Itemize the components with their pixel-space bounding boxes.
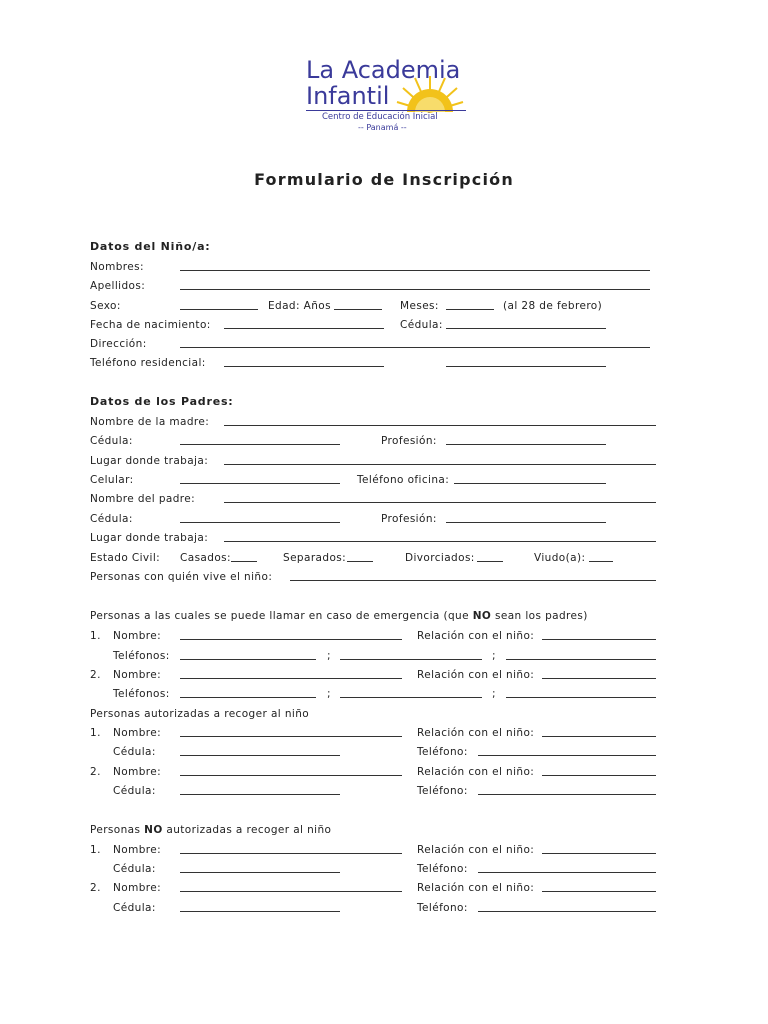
not-authorized-2-field-telefono[interactable]	[478, 911, 656, 912]
field-meses[interactable]	[446, 309, 494, 310]
field-cedula-padre[interactable]	[180, 522, 340, 523]
emergency-1-label-telefonos: Teléfonos:	[113, 650, 170, 662]
field-tel-oficina[interactable]	[454, 483, 606, 484]
not-authorized-2-label-relacion: Relación con el niño:	[417, 882, 535, 894]
field-vive[interactable]	[290, 580, 656, 581]
not-authorized-2-field-cedula[interactable]	[180, 911, 340, 912]
emergency-2-field-nombre[interactable]	[180, 678, 402, 679]
emergency-2-label-telefonos: Teléfonos:	[113, 688, 170, 700]
authorized-2-field-relacion[interactable]	[542, 775, 656, 776]
field-casados[interactable]	[231, 561, 257, 562]
label-lugar-madre: Lugar donde trabaja:	[90, 455, 209, 467]
not-authorized-1-field-relacion[interactable]	[542, 853, 656, 854]
field-separados[interactable]	[347, 561, 373, 562]
authorized-2-field-nombre[interactable]	[180, 775, 402, 776]
field-lugar-padre[interactable]	[224, 541, 656, 542]
parents-heading: Datos de los Padres:	[90, 395, 234, 408]
emergency-1-sep-2: ;	[492, 650, 496, 662]
label-cedula-padre: Cédula:	[90, 513, 133, 525]
emergency-2-field-tel-2[interactable]	[340, 697, 482, 698]
field-direccion[interactable]	[180, 347, 650, 348]
field-profesion-madre[interactable]	[446, 444, 606, 445]
label-vive: Personas con quién vive el niño:	[90, 571, 273, 583]
label-celular: Celular:	[90, 474, 134, 486]
label-edad: Edad: Años	[268, 300, 332, 312]
field-apellidos[interactable]	[180, 289, 650, 290]
authorized-2-field-telefono[interactable]	[478, 794, 656, 795]
field-cedula-madre[interactable]	[180, 444, 340, 445]
emergency-2-number: 2.	[90, 669, 101, 681]
not-authorized-2-field-nombre[interactable]	[180, 891, 402, 892]
emergency-heading	[90, 609, 588, 623]
authorized-2-label-cedula: Cédula:	[113, 785, 156, 797]
field-madre[interactable]	[224, 425, 656, 426]
field-divorciados[interactable]	[477, 561, 503, 562]
label-telefono-res: Teléfono residencial:	[90, 357, 206, 369]
emergency-heading-no: NO	[472, 610, 492, 622]
authorized-2-field-cedula[interactable]	[180, 794, 340, 795]
not-authorized-heading	[90, 823, 331, 837]
label-tel-oficina: Teléfono oficina:	[357, 474, 450, 486]
emergency-1-field-nombre[interactable]	[180, 639, 402, 640]
logo-underline	[306, 110, 466, 111]
label-casados: Casados:	[180, 552, 231, 564]
child-heading: Datos del Niño/a:	[90, 240, 211, 253]
emergency-2-field-tel-3[interactable]	[506, 697, 656, 698]
not-authorized-1-label-relacion: Relación con el niño:	[417, 844, 535, 856]
not-authorized-1-field-telefono[interactable]	[478, 872, 656, 873]
not-authorized-1-label-cedula: Cédula:	[113, 863, 156, 875]
authorized-1-number: 1.	[90, 727, 101, 739]
label-cedula-nino: Cédula:	[400, 319, 443, 331]
not-authorized-heading-a: Personas	[90, 824, 141, 836]
label-lugar-padre: Lugar donde trabaja:	[90, 532, 209, 544]
emergency-1-label-nombre: Nombre:	[113, 630, 162, 642]
emergency-1-field-tel-1[interactable]	[180, 659, 316, 660]
emergency-2-field-tel-1[interactable]	[180, 697, 316, 698]
field-telefono-res-2[interactable]	[446, 366, 606, 367]
authorized-2-label-nombre: Nombre:	[113, 766, 162, 778]
label-madre: Nombre de la madre:	[90, 416, 210, 428]
logo-line1: La Academia	[306, 56, 461, 84]
emergency-1-sep-1: ;	[327, 650, 331, 662]
field-telefono-res-1[interactable]	[224, 366, 384, 367]
not-authorized-1-label-telefono: Teléfono:	[417, 863, 468, 875]
authorized-1-field-cedula[interactable]	[180, 755, 340, 756]
not-authorized-heading-b: autorizadas a recoger al niño	[166, 824, 332, 836]
label-nombres: Nombres:	[90, 261, 144, 273]
emergency-2-sep-1: ;	[327, 688, 331, 700]
emergency-heading-a: Personas a las cuales se puede llamar en caso de emergencia (que	[90, 610, 469, 622]
label-profesion-padre: Profesión:	[381, 513, 437, 525]
field-nombres[interactable]	[180, 270, 650, 271]
label-separados: Separados:	[283, 552, 347, 564]
emergency-1-field-tel-2[interactable]	[340, 659, 482, 660]
label-apellidos: Apellidos:	[90, 280, 146, 292]
not-authorized-2-label-telefono: Teléfono:	[417, 902, 468, 914]
field-viudo[interactable]	[589, 561, 613, 562]
label-fecha: Fecha de nacimiento:	[90, 319, 211, 331]
emergency-1-number: 1.	[90, 630, 101, 642]
label-profesion-madre: Profesión:	[381, 435, 437, 447]
not-authorized-1-field-cedula[interactable]	[180, 872, 340, 873]
authorized-1-field-telefono[interactable]	[478, 755, 656, 756]
authorized-1-field-nombre[interactable]	[180, 736, 402, 737]
field-sexo[interactable]	[180, 309, 258, 310]
not-authorized-2-field-relacion[interactable]	[542, 891, 656, 892]
emergency-heading-b: sean los padres)	[494, 610, 588, 622]
logo-sub1: Centro de Educación Inicial	[322, 112, 438, 122]
authorized-2-number: 2.	[90, 766, 101, 778]
authorized-1-label-nombre: Nombre:	[113, 727, 162, 739]
logo-line2: Infantil	[306, 82, 390, 110]
page-title: Formulario de Inscripción	[254, 170, 514, 189]
not-authorized-2-number: 2.	[90, 882, 101, 894]
label-sexo: Sexo:	[90, 300, 121, 312]
field-lugar-madre[interactable]	[224, 464, 656, 465]
field-cedula-nino[interactable]	[446, 328, 606, 329]
authorized-1-label-telefono: Teléfono:	[417, 746, 468, 758]
emergency-2-sep-2: ;	[492, 688, 496, 700]
emergency-1-field-tel-3[interactable]	[506, 659, 656, 660]
label-estado-civil: Estado Civil:	[90, 552, 161, 564]
label-padre: Nombre del padre:	[90, 493, 196, 505]
emergency-2-label-relacion: Relación con el niño:	[417, 669, 535, 681]
field-fecha[interactable]	[224, 328, 384, 329]
field-celular[interactable]	[180, 483, 340, 484]
not-authorized-2-label-cedula: Cédula:	[113, 902, 156, 914]
emergency-1-field-relacion[interactable]	[542, 639, 656, 640]
authorized-2-label-telefono: Teléfono:	[417, 785, 468, 797]
label-divorciados: Divorciados:	[405, 552, 475, 564]
authorized-2-label-relacion: Relación con el niño:	[417, 766, 535, 778]
not-authorized-1-label-nombre: Nombre:	[113, 844, 162, 856]
emergency-2-label-nombre: Nombre:	[113, 669, 162, 681]
label-cedula-madre: Cédula:	[90, 435, 133, 447]
authorized-1-field-relacion[interactable]	[542, 736, 656, 737]
note-febrero: (al 28 de febrero)	[503, 300, 603, 312]
not-authorized-heading-no: NO	[144, 824, 163, 836]
authorized-1-label-relacion: Relación con el niño:	[417, 727, 535, 739]
label-direccion: Dirección:	[90, 338, 147, 350]
authorized-1-label-cedula: Cédula:	[113, 746, 156, 758]
label-viudo: Viudo(a):	[534, 552, 586, 564]
authorized-heading: Personas autorizadas a recoger al niño	[90, 708, 310, 720]
emergency-2-field-relacion[interactable]	[542, 678, 656, 679]
field-edad[interactable]	[334, 309, 382, 310]
logo-sub2: -- Panamá --	[358, 123, 407, 132]
label-meses: Meses:	[400, 300, 439, 312]
field-profesion-padre[interactable]	[446, 522, 606, 523]
logo	[300, 52, 475, 140]
field-padre[interactable]	[224, 502, 656, 503]
emergency-1-label-relacion: Relación con el niño:	[417, 630, 535, 642]
not-authorized-2-label-nombre: Nombre:	[113, 882, 162, 894]
not-authorized-1-field-nombre[interactable]	[180, 853, 402, 854]
not-authorized-1-number: 1.	[90, 844, 101, 856]
